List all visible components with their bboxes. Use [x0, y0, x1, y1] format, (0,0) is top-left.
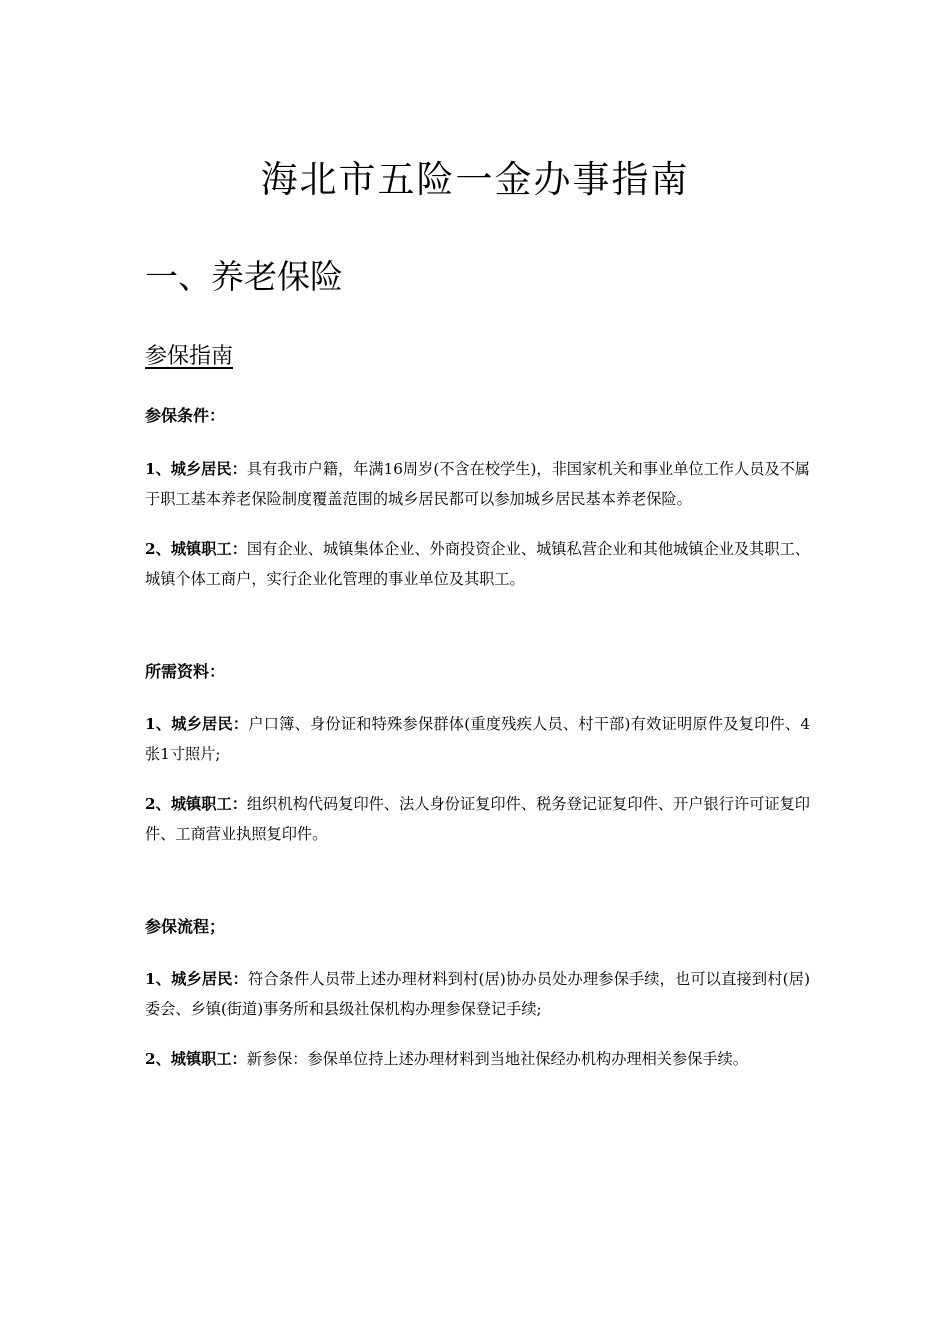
materials-item-2-lead: 2、城镇职工： — [145, 795, 247, 813]
conditions-item-2 — [145, 534, 810, 594]
conditions-item-2-text: 国有企业、城镇集体企业、外商投资企业、城镇私营企业和其他城镇企业及其职工、城镇个体工商户，实行企业化管理的事业单位及其职工。 — [145, 540, 810, 588]
conditions-item-1-text: 具有我市户籍，年满16周岁(不含在校学生)，非国家机关和事业单位工作人员及不属于职工基本养老保险制度覆盖范围的城乡居民都可以参加城乡居民基本养老保险。 — [145, 460, 810, 508]
process-item-2-text: 新参保：参保单位持上述办理材料到当地社保经办机构办理相关参保手续。 — [246, 1050, 748, 1068]
chapter-heading: 一、养老保险 — [145, 257, 343, 296]
materials-item-2 — [145, 789, 810, 849]
materials-item-1 — [145, 709, 810, 769]
materials-item-2-text: 组织机构代码复印件、法人身份证复印件、税务登记证复印件、开户银行许可证复印件、工商营业执照复印件。 — [145, 795, 810, 843]
process-item-2 — [145, 1044, 810, 1074]
process-item-1-lead: 1、城乡居民： — [145, 970, 248, 988]
process-heading: 参保流程； — [145, 917, 226, 936]
materials-item-1-lead: 1、城乡居民： — [145, 715, 249, 733]
conditions-item-1-lead: 1、城乡居民： — [145, 460, 247, 478]
process-item-1 — [145, 964, 810, 1024]
conditions-item-2-lead: 2、城镇职工： — [145, 540, 247, 558]
process-item-2-lead: 2、城镇职工： — [145, 1050, 247, 1068]
materials-item-1-text: 户口簿、身份证和特殊参保群体(重度残疾人员、村干部)有效证明原件及复印件、4张1寸照片; — [145, 715, 810, 763]
conditions-item-1 — [145, 454, 810, 514]
conditions-heading: 参保条件： — [145, 406, 226, 425]
process-item-1-text: 符合条件人员带上述办理材料到村(居)协办员处办理参保手续，也可以直接到村(居)委会、乡镇(街道)事务所和县级社保机构办理参保登记手续; — [145, 970, 810, 1018]
materials-heading: 所需资料： — [145, 662, 226, 681]
section-heading: 参保指南 — [145, 344, 234, 369]
document-title: 海北市五险一金办事指南 — [260, 158, 690, 201]
